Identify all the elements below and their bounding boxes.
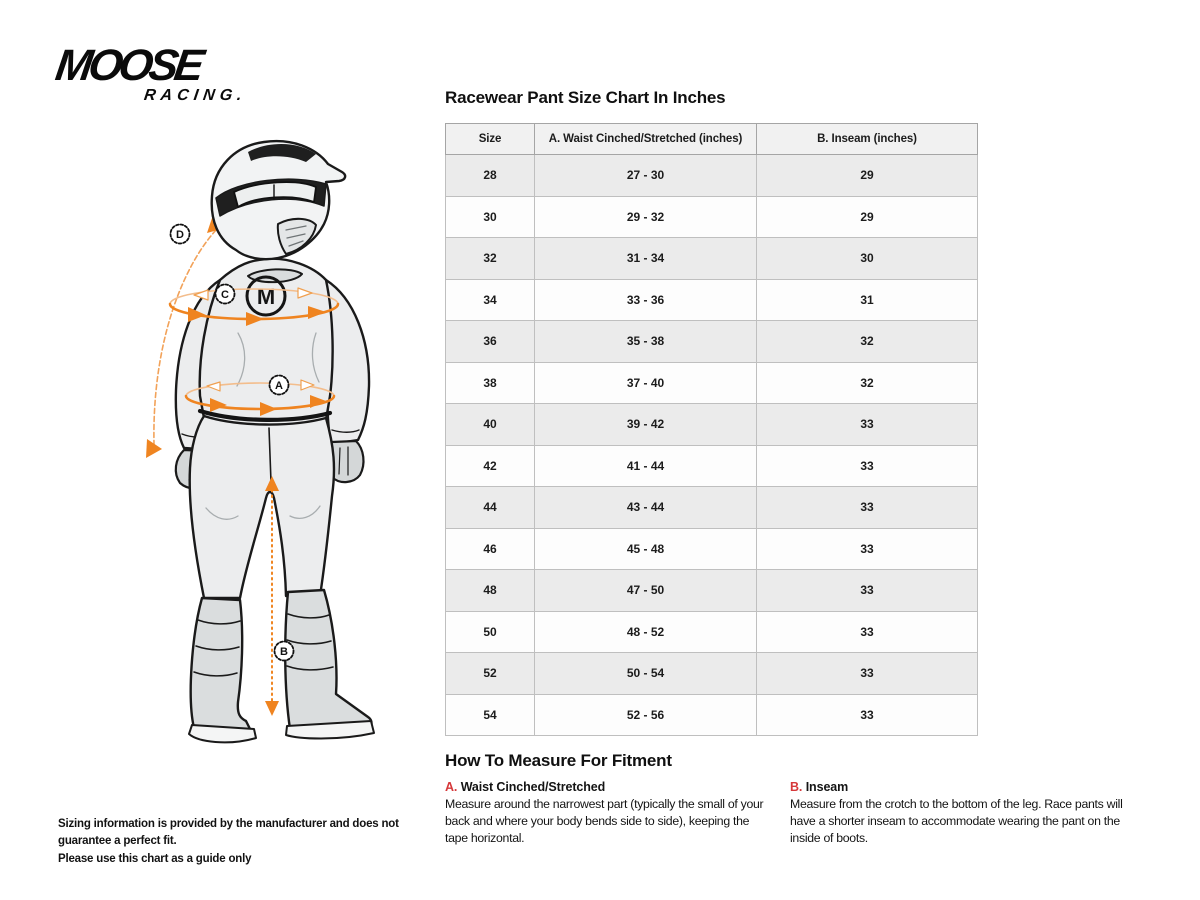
marker-a <box>270 376 289 395</box>
size-chart-table <box>445 123 978 736</box>
table-row <box>446 653 978 695</box>
table-cell: 33 <box>757 611 978 653</box>
table-row <box>446 487 978 529</box>
table-cell: 48 - 52 <box>535 611 757 653</box>
table-cell: 33 <box>757 694 978 736</box>
table-cell: 46 <box>446 528 535 570</box>
column-header-size: Size <box>446 124 535 155</box>
disclaimer-line-2: Please use this chart as a guide only <box>58 852 252 865</box>
table-cell: 38 <box>446 362 535 404</box>
size-chart-title: Racewear Pant Size Chart In Inches <box>445 88 726 107</box>
table-cell: 36 <box>446 321 535 363</box>
measure-waist-heading <box>445 780 767 794</box>
boot-sole <box>189 725 256 742</box>
measure-key-b: B. <box>790 780 803 794</box>
table-cell: 41 - 44 <box>535 445 757 487</box>
table-cell: 50 <box>446 611 535 653</box>
table-cell: 31 - 34 <box>535 238 757 280</box>
jersey-logo-letter: M <box>256 284 276 309</box>
table-row <box>446 404 978 446</box>
measure-waist-block <box>445 780 767 847</box>
table-cell: 54 <box>446 694 535 736</box>
logo-word-moose: MOOSE <box>52 41 204 90</box>
table-cell: 48 <box>446 570 535 612</box>
disclaimer-line-1: Sizing information is provided by the manufacturer and does not guarantee a perfect fit. <box>58 818 399 848</box>
table-cell: 32 <box>757 321 978 363</box>
table-cell: 31 <box>757 279 978 321</box>
table-cell: 50 - 54 <box>535 653 757 695</box>
how-to-measure-section <box>445 751 1177 847</box>
table-row <box>446 238 978 280</box>
table-cell: 30 <box>757 238 978 280</box>
table-cell: 29 <box>757 155 978 197</box>
marker-c <box>216 285 235 304</box>
table-cell: 43 - 44 <box>535 487 757 529</box>
sizing-disclaimer <box>58 816 438 868</box>
table-cell: 30 <box>446 196 535 238</box>
table-cell: 39 - 42 <box>535 404 757 446</box>
table-cell: 33 <box>757 653 978 695</box>
table-row <box>446 611 978 653</box>
table-cell: 32 <box>446 238 535 280</box>
table-cell: 33 <box>757 404 978 446</box>
logo-word-racing: RACING. <box>142 87 248 105</box>
table-cell: 29 - 32 <box>535 196 757 238</box>
table-cell: 33 <box>757 487 978 529</box>
table-cell: 33 <box>757 528 978 570</box>
measure-name-b: Inseam <box>805 780 849 794</box>
table-cell: 42 <box>446 445 535 487</box>
column-header-inseam: B. Inseam (inches) <box>757 124 978 155</box>
table-cell: 34 <box>446 279 535 321</box>
table-cell: 37 - 40 <box>535 362 757 404</box>
svg-text:B: B <box>280 646 288 658</box>
table-cell: 33 <box>757 570 978 612</box>
table-cell: 32 <box>757 362 978 404</box>
svg-text:C: C <box>221 289 229 301</box>
measure-name-a: Waist Cinched/Stretched <box>460 780 606 794</box>
table-cell: 29 <box>757 196 978 238</box>
table-row <box>446 528 978 570</box>
table-row <box>446 570 978 612</box>
table-row <box>446 445 978 487</box>
measure-waist-description: Measure around the narrowest part (typically the small of your back and where your body bends side to side), keeping the tape horizontal. <box>445 797 764 845</box>
rider-left-boot <box>191 598 250 735</box>
how-to-measure-title: How To Measure For Fitment <box>445 751 672 770</box>
rider-pants <box>190 416 334 598</box>
table-cell: 47 - 50 <box>535 570 757 612</box>
table-cell: 35 - 38 <box>535 321 757 363</box>
table-row <box>446 196 978 238</box>
measure-inseam-heading <box>790 780 1126 794</box>
size-chart-section <box>445 88 977 736</box>
table-cell: 28 <box>446 155 535 197</box>
table-row <box>446 362 978 404</box>
table-cell: 52 - 56 <box>535 694 757 736</box>
table-cell: 33 - 36 <box>535 279 757 321</box>
svg-text:D: D <box>176 229 184 241</box>
table-row <box>446 155 978 197</box>
table-cell: 52 <box>446 653 535 695</box>
table-cell: 33 <box>757 445 978 487</box>
column-header-waist: A. Waist Cinched/Stretched (inches) <box>535 124 757 155</box>
table-row <box>446 694 978 736</box>
table-cell: 44 <box>446 487 535 529</box>
moose-racing-logo <box>52 41 256 105</box>
rider-right-boot <box>285 590 371 736</box>
table-cell: 27 - 30 <box>535 155 757 197</box>
svg-text:A: A <box>275 380 283 392</box>
rider-illustration <box>88 128 440 750</box>
measure-inseam-description: Measure from the crotch to the bottom of the leg. Race pants will have a shorter inseam to accommodate wearing the pant on the inside of boots. <box>790 797 1123 845</box>
table-row <box>446 279 978 321</box>
table-header-row <box>446 124 978 155</box>
measure-key-a: A. <box>445 780 458 794</box>
table-cell: 45 - 48 <box>535 528 757 570</box>
marker-b <box>275 642 294 661</box>
table-row <box>446 321 978 363</box>
measure-inseam-block <box>790 780 1126 847</box>
table-cell: 40 <box>446 404 535 446</box>
marker-d <box>171 225 190 244</box>
